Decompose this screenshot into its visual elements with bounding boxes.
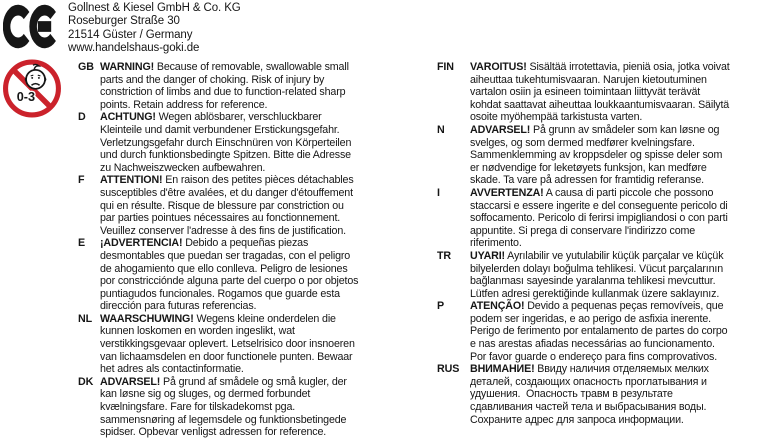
warning-text [470,250,759,300]
warning-entry-i [437,187,759,250]
warning-line: kunnen loskomen en worden ingeslikt, wat [100,325,295,338]
warning-entry-p [437,300,759,363]
warning-line: qui en résulte. Risque de blessure par constriction ou [100,199,344,212]
warning-entry-fin [437,61,759,124]
warning-line: ATTENTION! En raison des petites pièces détachables [100,174,354,187]
warning-line: ВНИМАНИЕ! Ввиду наличия отделяемых мелких [470,363,709,376]
language-code: D [78,111,86,124]
warning-line: ACHTUNG! Wegen ablösbarer, verschluckbarer [100,111,322,124]
warning-line: puntiagudos funcionales. Rogamos que guarde esta [100,287,340,300]
warning-line: kan løsne sig og sluges, og dermed forbundet [100,388,311,401]
warning-entry-rus [437,363,759,426]
warning-line: bilyelerden dolayı boğulma tehlikesi. Vücut parçalarının [470,262,724,275]
warning-line: удушения. Опасность травм в результате [470,388,673,401]
language-code: N [437,123,445,136]
language-code: I [437,186,440,199]
warning-entry-tr [437,250,759,300]
warning-line: het adres als contactinformatie. [100,363,244,376]
warning-line: par parties pointues nécessaires au fonctionnement. [100,212,341,225]
company-name: Gollnest & Kiesel GmbH & Co. KG [68,2,241,14]
language-code: E [78,237,86,250]
company-website: www.handelshaus-goki.de [68,42,200,55]
warning-line: spidser. Opbevar venligst adressen for reference. [100,426,327,439]
warning-line: UYARI! Ayrılabilir ve yutulabilir küçük parçalar ve küçük [470,249,724,262]
warning-line: ATENÇÃO! Devido a pequenas peças removíveis, que [470,300,724,313]
warning-line: Sammenklemming av kroppsdeler og spisse deler som [470,149,723,162]
warning-line: vartalon osiin ja esineen toimintaan liittyvät terävät [470,86,701,99]
warning-text [100,376,390,439]
warning-entry-nl [78,313,390,376]
warning-line: skade. Ta vare på adressen for framtidig referanse. [470,174,704,187]
warning-line: svelges, og som dermed medfører kvelningsfare. [470,136,695,149]
warning-line: Perigo de ferimento por entalamento de partes do corpo [470,325,728,338]
warning-text [100,313,390,376]
warning-line: por constricciónde alguna parte del cuerpo o por objetos [100,275,359,288]
age-0-3-prohibition-icon [2,58,63,119]
warning-line: desmontables que puedan ser tragadas, con el peligro [100,249,351,262]
warning-line: Por favor guarde o endereço para fins comprovativos. [470,350,718,363]
warning-line: und durch funktionsbedingte Spitzen. Bitte die Adresse [100,149,351,162]
warning-line: de ahogamiento que ello conlleva. Peligro de lesiones [100,262,348,275]
language-code: FIN [437,61,454,73]
warning-entry-d [78,111,390,174]
warning-line: ADVARSEL! På grunn av smådeler som kan løsne og [470,123,720,136]
age-range-label: 0-3 [16,90,36,105]
warning-text [100,111,390,174]
warning-text [470,300,759,363]
company-city: 21514 Güster / Germany [68,28,193,41]
warning-text [100,174,390,237]
warning-line: riferimento. [470,237,522,250]
warning-text [470,124,759,187]
warning-entry-e [78,237,390,313]
warning-line: AVVERTENZA! A causa di parti piccole che possono [470,186,714,199]
warning-line: Lütfen adresi gerektiğinde kullanmak üzere saklayınız. [470,287,720,300]
language-code: RUS [437,363,460,376]
warning-line: parts and the danger of choking. Risk of injury by [100,73,325,86]
language-code: DK [78,375,94,388]
warning-entry-n [437,124,759,187]
warning-line: zu Nachweiszwecken aufbewahren. [100,161,266,174]
warning-line: podem ser ingeridas, e ao perigo de asfixia inerente. [470,312,711,325]
warning-line: sammensnøring af legemsdele og funktionsbetingede [100,413,347,426]
language-code: NL [78,312,93,325]
warning-line: van lichaamsdelen en door functionele punten. Bewaar [100,350,353,363]
warning-line: dirección para futuras referencias. [100,300,257,313]
warning-line: osoite myöhempää tarkistusta varten. [470,111,643,124]
warning-line: soffocamento. Pericolo di ferirsi impigliandosi o con parti [470,212,728,225]
warning-line: ¡ADVERTENCIA! Debido a pequeñas piezas [100,237,309,250]
warning-text [470,187,759,250]
warning-entry-gb [78,61,390,111]
language-code: GB [78,61,94,73]
warning-line: деталей, создающих опасность проглатывания и [470,375,707,388]
warning-line: WAARSCHUWING! Wegens kleine onderdelen die [100,312,336,325]
warning-line: aiheuttaa tukehtumisvaaran. Narujen kietoutuminen [470,73,707,86]
warning-line: Veuillez conserver l'adresse à des fins de justification. [100,224,346,237]
warning-line: WARNING! Because of removable, swallowable small [100,61,349,73]
warning-line: e nas arestas afiadas necessárias ao funcionamento. [470,338,715,351]
warning-line: staccarsi e essere ingerite e del conseguente pericolo di [470,199,728,212]
warning-line: ADVARSEL! På grund af smådele og små kugler, der [100,375,347,388]
warning-text [100,61,390,111]
warning-entry-dk [78,376,390,439]
warning-line: kohdat saattavat aiheuttaa loukkaantumisvaaran. Säilytä [470,98,730,111]
warning-column-left [78,61,390,439]
warning-line: verstikkingsgevaar oplevert. Letselrisico door insnoeren [100,338,355,351]
ce-mark-icon [3,4,60,49]
warning-line: susceptibles d'être avalées, et du danger d'étouffement [100,186,353,199]
warning-line: Сохраните адрес для запроса информации. [470,413,684,426]
warning-line: er nødvendige for leketøyets funksjon, kan medføre [470,161,707,174]
warning-line: kvælningsfare. Fare for tilskadekomst pga. [100,401,296,414]
warning-line: constriction of limbs and due to function-related sharp [100,86,346,99]
warning-line: bağlanması sayesinde yaralanma tehlikesi mevcuttur. [470,275,716,288]
warning-text [100,237,390,313]
warning-line: appuntite. Si prega di conservare l'indirizzo come [470,224,696,237]
warning-line: сдавливания частей тела и выбрасывания воды. [470,401,707,414]
warning-line: VAROITUS! Sisältää irrotettavia, pieniä osia, jotka voivat [470,61,730,73]
warning-line: points. Retain address for reference. [100,98,268,111]
warning-entry-f [78,174,390,237]
warning-column-right [437,61,759,426]
warning-line: Verletzungsgefahr durch Einschnüren von Körperteilen [100,136,352,149]
language-code: TR [437,249,452,262]
manufacturer-address [68,2,241,56]
warning-line: Kleinteile und damit verbundener Erstickungsgefahr. [100,123,340,136]
warning-text [470,363,759,426]
language-code: P [437,300,445,313]
language-code: F [78,174,85,187]
warning-text [470,61,759,124]
company-street: Roseburger Straße 30 [68,15,180,28]
